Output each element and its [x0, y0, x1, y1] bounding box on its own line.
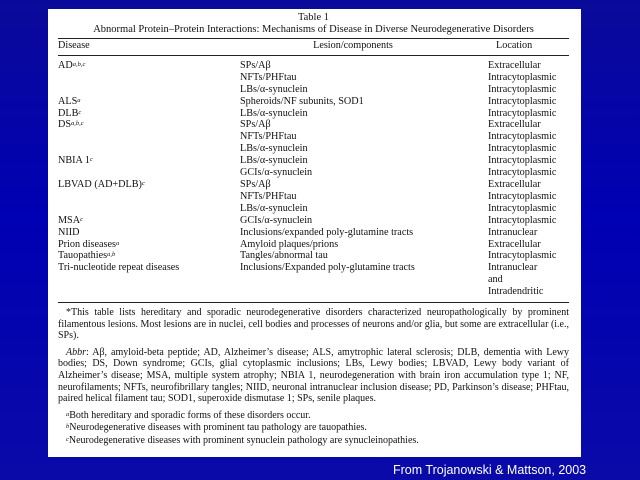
note-abbreviations: [58, 347, 569, 405]
header-location: Location: [496, 40, 533, 51]
cell-location: Extracellular: [488, 178, 541, 190]
table-row: [58, 143, 569, 155]
cell-disease: [58, 108, 240, 120]
table-row: [58, 119, 569, 131]
footnote-marker: c: [78, 108, 82, 116]
disease-name: DS: [58, 119, 72, 131]
abbr-text: : Aβ, amyloid-beta peptide; AD, Alzheimer’s disease; ALS, amytrophic lateral sclerosis; DLB, dementia with Lewy bodies; DS, Down syndrome; GCIs, glial cytoplasmic inclusions; LBs, Lewy bodies; LBVAD, Lewy body variant of Alzheimer’s disease; MSA, multiple system atrophy; NBIA 1, neurodegeneration with brain iron accumulation type 1; NF, neurofilaments; NFTs, neurofibrillary tangles; NIID, neuronal intranuclear inclusion disease; PD, Parkinson’s disease; PHFtau, paired helical filament tau; SOD1, superoxide dismutase 1; SPs, senile plaques.: [58, 346, 569, 405]
footnote-marker: a,b,c: [72, 60, 86, 68]
header-disease: Disease: [58, 40, 90, 51]
cell-disease: [58, 179, 240, 191]
footnote-mark: c: [66, 435, 69, 443]
cell-location: Intracytoplasmic: [488, 95, 557, 107]
footnote-mark: b: [66, 423, 70, 431]
table-row: [58, 262, 569, 298]
disease-name: Tri-nucleotide repeat diseases: [58, 262, 180, 274]
disease-name: DLB: [58, 107, 79, 119]
table-row: [58, 250, 569, 262]
cell-disease: [58, 227, 240, 239]
footnote-marker: a,b: [107, 251, 116, 259]
header-lesion: Lesion/components: [313, 40, 393, 51]
cell-location: Intracytoplasmic: [488, 83, 557, 95]
disease-name: LBVAD (AD+DLB): [58, 178, 142, 190]
table-row: [58, 72, 569, 84]
cell-location: Intranuclear: [488, 226, 538, 238]
cell-disease: [58, 131, 240, 143]
footnote-marker: c: [80, 215, 83, 223]
table-row: [58, 167, 569, 179]
cell-lesion: LBs/α-synuclein: [240, 107, 308, 119]
cell-lesion: GCIs/α-synuclein: [240, 167, 313, 179]
cell-lesion: Spheroids/NF subunits, SOD1: [240, 95, 364, 107]
cell-location: Extracellular: [488, 59, 541, 71]
table-title: Abnormal Protein–Protein Interactions: Mechanisms of Disease in Diverse Neurodegenerative Disorders: [93, 24, 534, 35]
cell-location: Extracellular: [488, 119, 541, 131]
table-row: [58, 179, 569, 191]
cell-disease: [58, 203, 240, 215]
table-row: [58, 215, 569, 227]
cell-location: Intracytoplasmic: [488, 190, 557, 202]
footnote: [58, 422, 569, 434]
cell-disease: [58, 215, 240, 227]
footnote-marker: a: [77, 96, 81, 104]
table-header: [58, 39, 569, 53]
cell-lesion: NFTs/PHFtau: [240, 71, 297, 83]
cell-disease: [58, 72, 240, 84]
footnote-list: [58, 410, 569, 447]
cell-location: Extracellular: [488, 238, 541, 250]
cell-location: Intracytoplasmic: [488, 167, 557, 179]
table-number: Table 1: [297, 12, 330, 23]
cell-lesion: Inclusions/Expanded poly-glutamine tracts: [240, 262, 415, 274]
table-row: [58, 108, 569, 120]
cell-lesion: SPs/Aβ: [240, 59, 271, 71]
abbr-label: Abbr: [66, 346, 86, 358]
table-row: [58, 227, 569, 239]
disease-name: MSA: [58, 214, 81, 226]
cell-lesion: NFTs/PHFtau: [240, 190, 297, 202]
table-row: [58, 131, 569, 143]
table-row: [58, 239, 569, 251]
note-intro: *This table lists hereditary and sporadic neurodegenerative disorders characterized neuropathologically by prominent filamentous lesions. Most lesions are in nuclei, cell bodies and processes of neurons and/or glia, but some are extracellular (i.e., SPs).: [58, 307, 569, 342]
cell-disease: [58, 96, 240, 108]
cell-disease: [58, 167, 240, 179]
footnote-marker: a,b,c: [71, 120, 84, 128]
footnote-mark: a: [66, 410, 70, 418]
cell-location: Intracytoplasmic: [488, 155, 557, 167]
cell-lesion: Inclusions/expanded poly-glutamine tracts: [240, 226, 414, 238]
table-panel: [48, 9, 581, 457]
table-row: [58, 203, 569, 215]
footnote-marker: c: [89, 156, 93, 164]
footnote: [58, 435, 569, 447]
cell-lesion: SPs/Aβ: [240, 178, 271, 190]
footnote-marker: c: [141, 179, 145, 187]
source-credit: From Trojanowski & Mattson, 2003: [393, 463, 587, 477]
cell-lesion: LBs/α-synuclein: [240, 83, 308, 95]
footnote-text: Neurodegenerative diseases with prominent synuclein pathology are synucleinopathies.: [68, 434, 419, 446]
cell-location: Intranuclear and Intradendritic: [488, 262, 544, 298]
cell-disease: [58, 143, 240, 155]
disease-name: AD: [58, 59, 73, 71]
cell-disease: [58, 262, 240, 298]
cell-location: Intracytoplasmic: [488, 202, 557, 214]
cell-disease: [58, 250, 240, 262]
cell-disease: [58, 191, 240, 203]
disease-name: NBIA 1: [58, 155, 90, 167]
table-row: [58, 155, 569, 167]
table-row: [58, 96, 569, 108]
cell-location: Intracytoplasmic: [488, 71, 557, 83]
cell-lesion: Tangles/abnormal tau: [240, 250, 328, 262]
footnote-marker: a: [116, 239, 120, 247]
cell-location: Intracytoplasmic: [488, 250, 557, 262]
table-row: [58, 60, 569, 72]
cell-disease: [58, 84, 240, 96]
disease-name: NIID: [58, 226, 80, 238]
table-body: [58, 56, 569, 298]
cell-location: Intracytoplasmic: [488, 131, 557, 143]
cell-location: Intracytoplasmic: [488, 107, 557, 119]
cell-disease: [58, 239, 240, 251]
table-row: [58, 84, 569, 96]
footnote-text: Both hereditary and sporadic forms of these disorders occur.: [69, 409, 311, 421]
cell-disease: [58, 60, 240, 72]
cell-lesion: LBs/α-synuclein: [240, 202, 308, 214]
cell-lesion: SPs/Aβ: [240, 119, 271, 131]
cell-location: Intracytoplasmic: [488, 143, 557, 155]
cell-location: Intracytoplasmic: [488, 214, 557, 226]
disease-name: ALS: [58, 95, 78, 107]
cell-disease: [58, 155, 240, 167]
disease-name: Prion diseases: [58, 238, 117, 250]
footnote-text: Neurodegenerative diseases with prominent tau pathology are tauopathies.: [69, 422, 367, 434]
cell-disease: [58, 119, 240, 131]
cell-lesion: Amyloid plaques/prions: [240, 238, 339, 250]
footnote: [58, 410, 569, 422]
cell-lesion: NFTs/PHFtau: [240, 131, 297, 143]
cell-lesion: LBs/α-synuclein: [240, 155, 308, 167]
table-row: [58, 191, 569, 203]
table-notes: [58, 303, 569, 447]
cell-lesion: GCIs/α-synuclein: [240, 214, 313, 226]
cell-lesion: LBs/α-synuclein: [240, 143, 308, 155]
disease-name: Tauopathies: [58, 250, 108, 262]
